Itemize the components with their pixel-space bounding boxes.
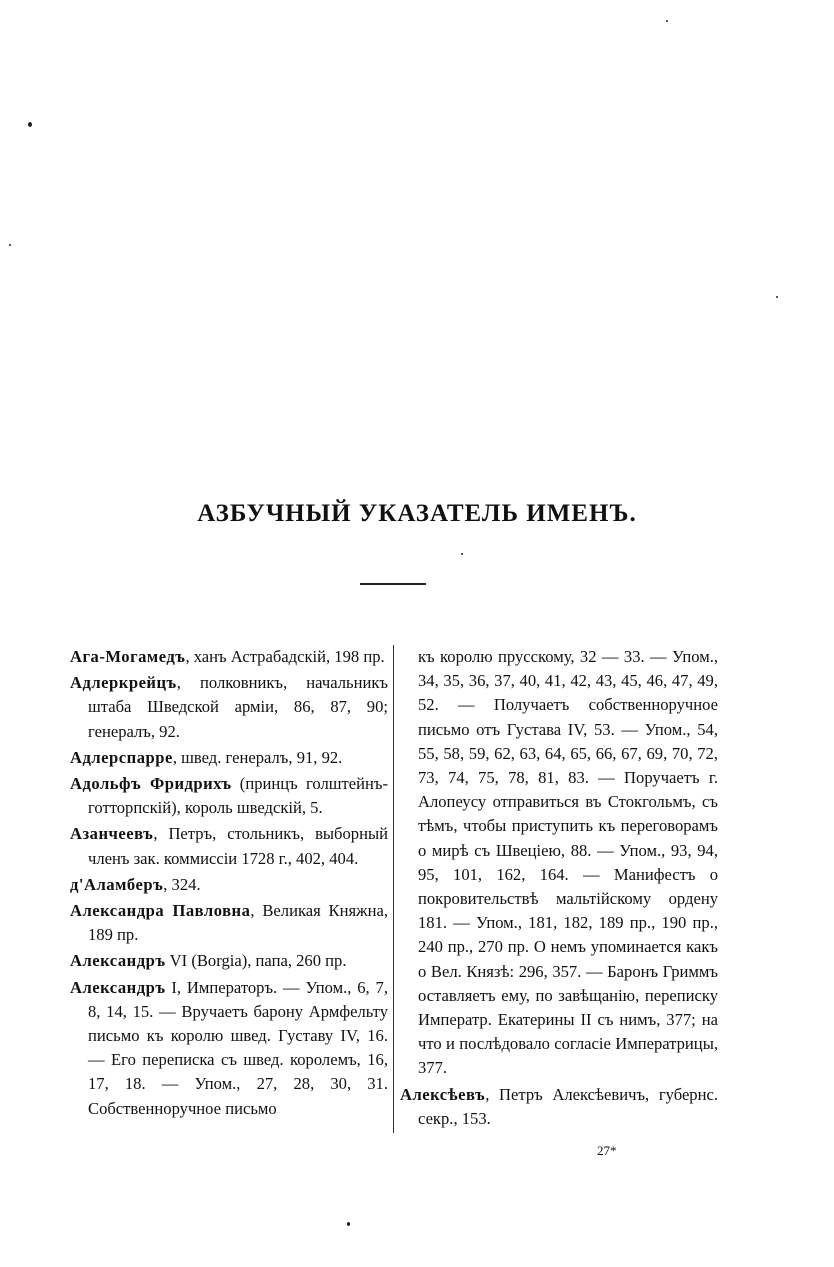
index-entry bbox=[70, 873, 388, 897]
scan-speck bbox=[776, 296, 778, 298]
scan-speck bbox=[9, 244, 11, 246]
entry-text: , Великая Княжна, 189 пр. bbox=[88, 901, 388, 945]
entry-text: (принцъ голштейнъ-готторпскій), король шведскій, 5. bbox=[88, 774, 388, 818]
index-entry bbox=[70, 949, 388, 973]
index-entry bbox=[70, 976, 388, 1121]
entry-text: I, Императоръ. — Упом., 6, 7, 8, 14, 15. — Вручаетъ барону Армфельту письмо къ королю швед. Густаву IV, 16. — Его переписка съ швед. королемъ, 16, 17, 18. — Упом., 27, 28, 30, 31. Собственноручное письмо bbox=[88, 977, 388, 1118]
entry-headword: Алексѣевъ bbox=[400, 1084, 486, 1104]
entry-headword: Адольфъ Фридрихъ bbox=[70, 774, 232, 794]
index-entry bbox=[70, 822, 388, 870]
page-number: 27* bbox=[597, 1143, 617, 1158]
entry-text: , швед. генералъ, 91, 92. bbox=[172, 747, 343, 767]
scan-speck bbox=[666, 20, 668, 22]
index-entry bbox=[70, 899, 388, 947]
index-column-left bbox=[70, 645, 388, 1123]
entry-text: , Петръ, стольникъ, выборный членъ зак. коммиссіи 1728 г., 402, 404. bbox=[88, 824, 388, 868]
entry-headword: Александра Павловна bbox=[70, 901, 251, 921]
entry-text: , Петръ Алексѣевичъ, губернс. секр., 153. bbox=[418, 1084, 718, 1128]
entry-text: , полковникъ, начальникъ штаба Шведской арміи, 86, 87, 90; генералъ, 92. bbox=[88, 673, 388, 741]
entry-headword: Адлерспарре bbox=[70, 747, 173, 767]
title-rule bbox=[360, 583, 426, 585]
index-column-right bbox=[400, 645, 718, 1133]
entry-headword: Адлеркрейцъ bbox=[70, 673, 177, 693]
entry-text: VI (Borgia), папа, 260 пр. bbox=[165, 951, 347, 971]
entry-headword: Александръ bbox=[70, 977, 166, 997]
index-entry bbox=[70, 746, 388, 770]
entry-continuation: къ королю прусскому, 32 — 33. — Упом., 34, 35, 36, 37, 40, 41, 42, 43, 45, 46, 47, 49, 52. — Получаетъ собственноручное письмо отъ Густава IV, 53. — Упом., 54, 55, 58, 59, 62, 63, 64, 65, 66, 67, 69, 70, 72, 73, 74, 75, 78, 81, 83. — Поручаетъ г. Алопеусу отправиться въ Стокгольмъ, съ тѣмъ, чтобы приступить къ переговорамъ о мирѣ съ Швеціею, 88. — Упом., 93, 94, 95, 101, 162, 164. — Манифестъ о покровительствѣ мальтійскому ордену 181. — Упом., 181, 182, 189 пр., 190 пр., 240 пр., 270 пр. О немъ упоминается какъ о Вел. Князѣ: 296, 357. — Баронъ Гриммъ оставляетъ ему, по завѣщанію, переписку Императр. Екатерины II съ нимъ, 377; на что и послѣдовало согласіе Императрицы, 377. bbox=[418, 647, 718, 1078]
index-entry bbox=[400, 1083, 718, 1131]
entry-text: , ханъ Астрабадскій, 198 пр. bbox=[185, 647, 385, 666]
index-entry bbox=[70, 772, 388, 820]
column-divider bbox=[393, 645, 394, 1133]
page-title: АЗБУЧНЫЙ УКАЗАТЕЛЬ ИМЕНЪ. bbox=[197, 500, 637, 527]
index-entry bbox=[70, 671, 388, 744]
entry-headword: Ага-Могамедъ bbox=[70, 647, 186, 666]
entry-headword: д'Аламберъ bbox=[70, 874, 164, 894]
scan-speck bbox=[28, 122, 32, 127]
index-entry bbox=[70, 645, 388, 669]
entry-headword: Александръ bbox=[70, 951, 166, 971]
entry-headword: Азанчеевъ bbox=[70, 824, 154, 844]
scan-speck bbox=[461, 553, 463, 555]
scan-speck bbox=[347, 1222, 350, 1226]
entry-text: , 324. bbox=[163, 874, 201, 894]
